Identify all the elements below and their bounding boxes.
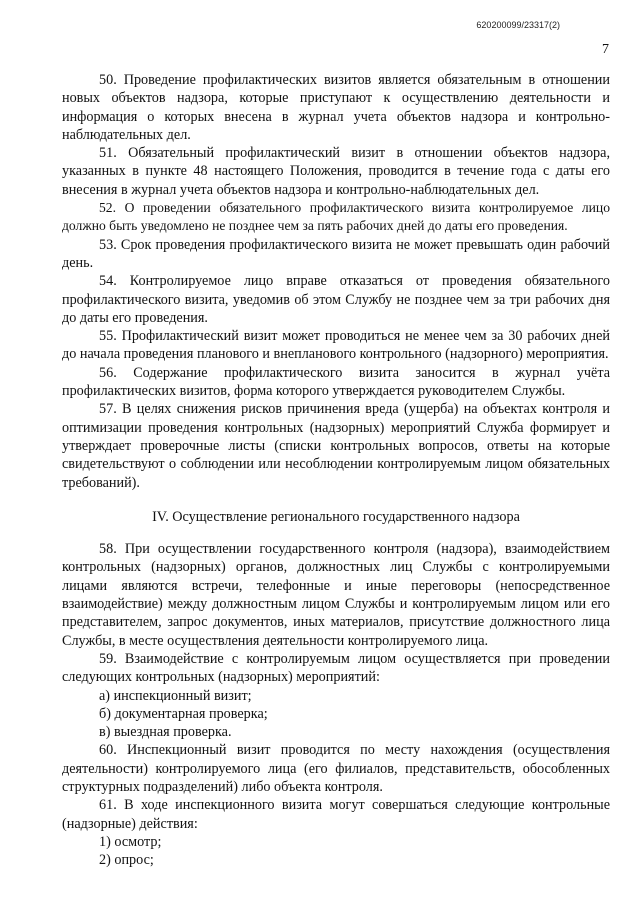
paragraph-50: 50. Проведение профилактических визитов является обязательным в отношении новых объектов надзора, которые приступают к осуществлению деятельности и информация о которых внесена в журнал учета объектов надзора и контрольно-наблюдательных дел. [62,72,610,143]
paragraph-52: 52. О проведении обязательного профилактического визита контролируемое лицо должно быть уведомлено не позднее чем за пять рабочих дней до даты его проведения. [62,200,610,234]
paragraph-59: 59. Взаимодействие с контролируемым лицом осуществляется при проведении следующих контрольных (надзорных) мероприятий: [62,650,610,686]
document-id: 620200099/23317(2) [476,20,560,30]
document-body [62,71,610,869]
paragraph-56: 56. Содержание профилактического визита заносится в журнал учёта профилактических визитов, форма которого утверждается руководителем Службы. [62,364,610,400]
list-item-59a: а) инспекционный визит; [99,687,252,704]
paragraph-54: 54. Контролируемое лицо вправе отказаться от проведения обязательного профилактического визита, уведомив об этом Службу не позднее чем за три рабочих дня до даты его проведения. [62,273,610,326]
paragraph-55: 55. Профилактический визит может проводиться не менее чем за 30 рабочих дней до начала проведения планового и внепланового контрольного (надзорного) мероприятия. [62,328,610,363]
paragraph-60: 60. Инспекционный визит проводится по месту нахождения (осуществления деятельности) контролируемого лица (его филиалов, представительств, обособленных структурных подразделений) либо объекта контроля. [62,742,610,795]
paragraph-57: 57. В целях снижения рисков причинения вреда (ущерба) на объектах контроля и оптимизации проведения контрольных (надзорных) мероприятий Служба формирует и утверждает проверочные листы (списки контрольных вопросов, ответы на которые свидетельствуют о соблюдении или несоблюдении контролируемым лицом обязательных требований). [62,401,610,491]
paragraph-51: 51. Обязательный профилактический визит в отношении объектов надзора, указанных в пункте 48 настоящего Положения, проводится в течение года с даты его внесения в журнал учета объектов надзора и контрольно-наблюдательных дел. [62,145,610,198]
list-item-59b: б) документарная проверка; [99,705,268,722]
list-item-59c: в) выездная проверка. [99,724,232,741]
paragraph-53: 53. Срок проведения профилактического визита не может превышать один рабочий день. [62,236,610,271]
list-item-61-2: 2) опрос; [99,852,154,869]
paragraph-58: 58. При осуществлении государственного контроля (надзора), взаимодействием контрольных (надзорных) органов, должностных лиц Службы с контролируемыми лицами являются встречи, телефонные и иные переговоры (непосредственное взаимодействие) между должностным лицом Службы и контролируемым лицом или его представителем, запрос документов, иных материалов, присутствие должностного лица Службы, в месте осуществления деятельности контролируемого лица. [62,541,610,649]
paragraph-61: 61. В ходе инспекционного визита могут совершаться следующие контрольные (надзорные) действия: [62,797,610,832]
page-number: 7 [602,42,609,57]
section-heading: IV. Осуществление регионального государственного надзора [152,508,520,525]
list-item-61-1: 1) осмотр; [99,833,162,850]
